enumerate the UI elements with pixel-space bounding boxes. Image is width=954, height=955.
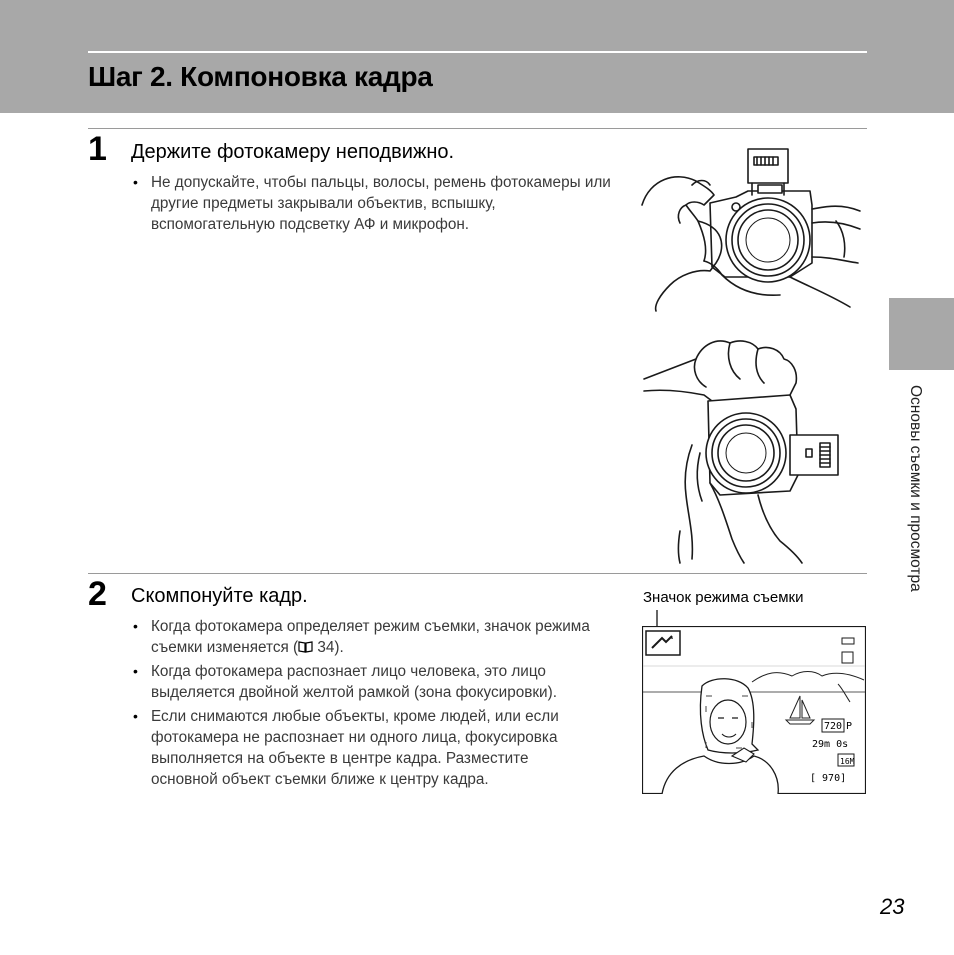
step1-number: 1 <box>88 130 107 168</box>
exposures-remaining: [ 970] <box>810 773 847 784</box>
list-item: • Если снимаются любые объекты, кроме людей, или если фотокамера не распознает ни одного лица, фокусировка выполняется на объекте в центре кадра. Разместите основной объект съемки ближе к центру кадра. <box>133 708 559 788</box>
book-reference-icon <box>298 640 313 653</box>
bullet-text: Не допускайте, чтобы пальцы, волосы, ремень фотокамеры или другие предметы закрывали объектив, вспышку, вспомогательную подсветку АФ и микрофон. <box>151 174 611 233</box>
camera-horizontal-illustration <box>640 145 865 313</box>
bullet-text: Если снимаются любые объекты, кроме людей, или если фотокамера не распознает ни одного лица, фокусировка выполняется на объекте в центре кадра. Разместите основной объект съемки ближе к центру кадра. <box>151 708 559 788</box>
shooting-mode-icon-caption: Значок режима съемки <box>643 589 804 606</box>
page-number: 23 <box>880 894 905 919</box>
page-title: Шаг 2. Компоновка кадра <box>88 61 433 92</box>
step2-bullet-list <box>131 616 591 793</box>
remaining-movie-time: 29m 0s <box>812 739 849 750</box>
bullet-text: Когда фотокамера распознает лицо человека, это лицо выделяется двойной желтой рамкой (зона фокусировки). <box>151 663 557 701</box>
monitor-display-illustration <box>642 626 866 794</box>
step2-rule <box>88 573 867 574</box>
camera-vertical-illustration <box>640 335 865 565</box>
scene-auto-selector-icon <box>646 631 680 655</box>
page-header <box>0 0 954 113</box>
page-reference[interactable]: 34 <box>317 639 335 656</box>
exposure-mode: P <box>846 721 853 732</box>
section-side-label: Основы съемки и просмотра <box>907 385 924 592</box>
step1-heading: Держите фотокамеру неподвижно. <box>131 141 455 163</box>
step1-rule <box>88 128 867 129</box>
step1-bullet-list <box>131 172 611 238</box>
section-side-tab <box>889 298 954 370</box>
bullet-text-suffix: ). <box>334 639 344 656</box>
movie-size: 720 <box>824 721 843 732</box>
list-item: • Не допускайте, чтобы пальцы, волосы, ремень фотокамеры или другие предметы закрывали объектив, вспышку, вспомогательную подсветку АФ и микрофон. <box>133 174 611 233</box>
image-size: 16M <box>840 757 855 766</box>
bullet-text-prefix: Когда фотокамера определяет режим съемки, значок режима съемки изменяется ( <box>151 618 590 656</box>
step2-number: 2 <box>88 575 107 613</box>
header-rule <box>88 51 867 53</box>
step2-heading: Скомпонуйте кадр. <box>131 585 308 607</box>
list-item: • Когда фотокамера распознает лицо человека, это лицо выделяется двойной желтой рамкой (зона фокусировки). <box>133 663 557 701</box>
list-item: • Когда фотокамера определяет режим съемки, значок режима съемки изменяется ( 34). <box>133 618 590 656</box>
